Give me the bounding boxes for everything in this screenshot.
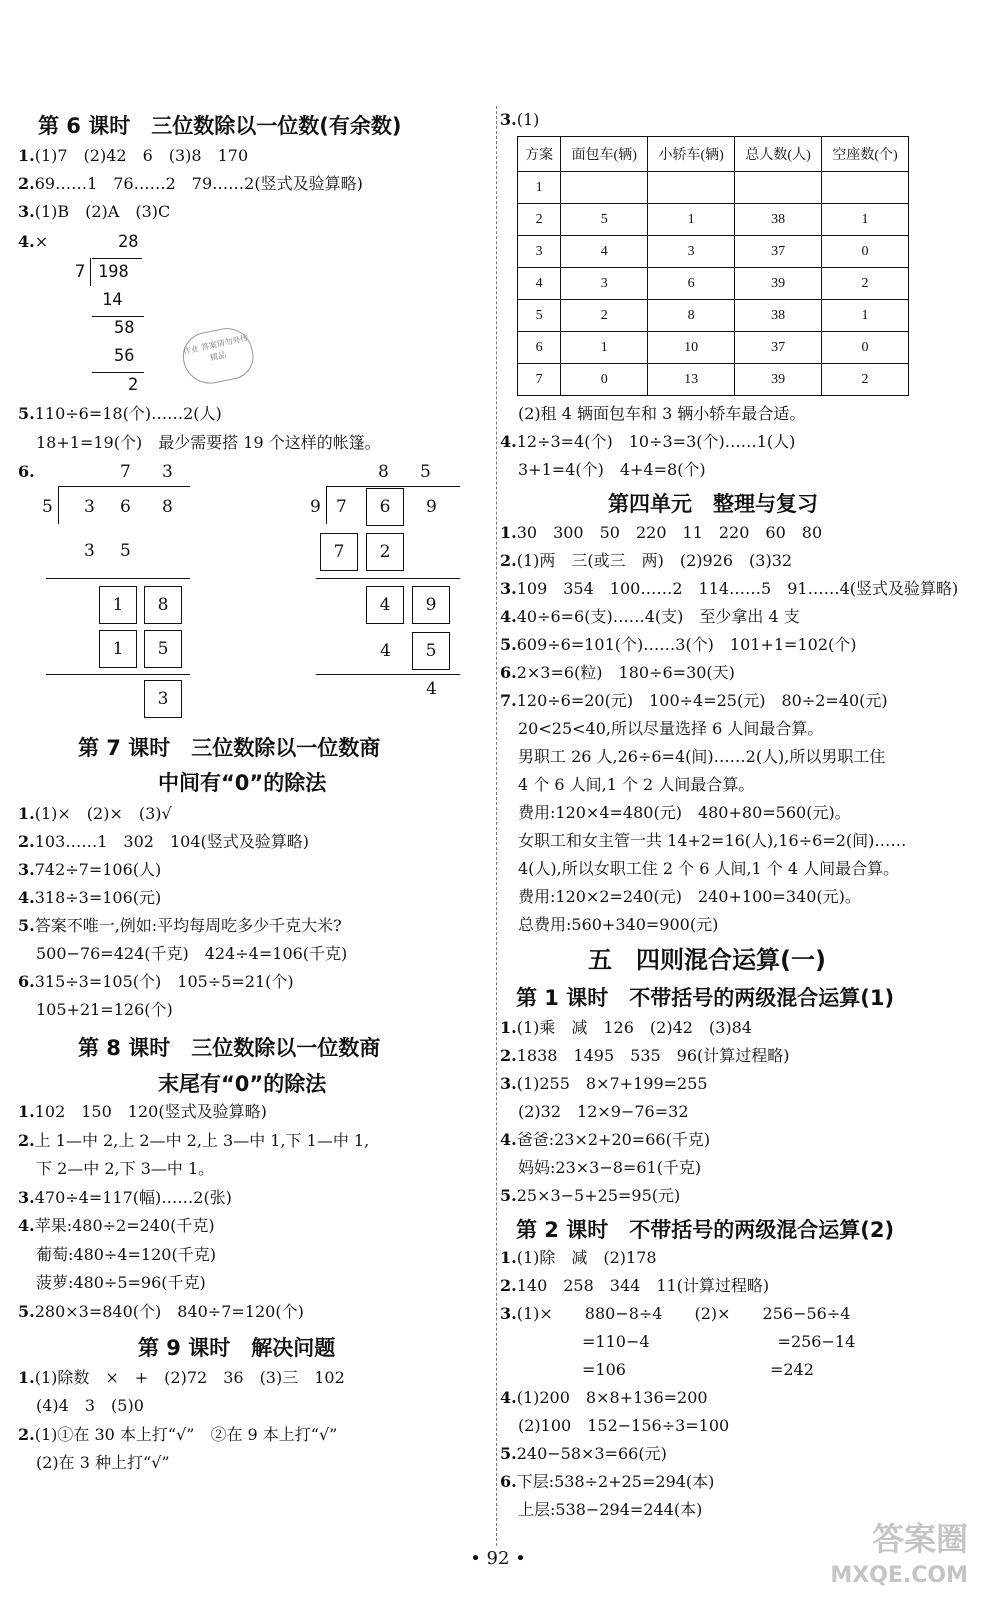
answer-box: 1	[99, 630, 137, 668]
answer-line: 4.40÷6=6(支)……4(支) 至少拿出 4 支	[500, 607, 800, 626]
answer-line: 2.上 1—中 2,上 2—中 2,上 3—中 1,下 1—中 1,	[18, 1131, 370, 1150]
answer-line: 男职工 26 人,26÷6=4(间)……2(人),所以男职工住	[518, 747, 886, 766]
table-row	[518, 268, 909, 300]
table-row	[518, 300, 909, 332]
answer-line: (2)租 4 辆面包车和 3 辆小轿车最合适。	[518, 404, 806, 423]
table-cell: 4	[561, 236, 648, 268]
table-cell: 2	[561, 300, 648, 332]
quotient-digit: 7	[120, 462, 131, 482]
table-cell	[648, 172, 735, 204]
table-row	[518, 332, 909, 364]
table-cell: 10	[648, 332, 735, 364]
answer-line: 6.	[18, 462, 35, 481]
answer-line: 葡萄:480÷4=120(千克)	[36, 1245, 216, 1264]
answer-box: 3	[144, 680, 182, 718]
table-cell: 3	[518, 236, 561, 268]
division-line	[92, 372, 144, 373]
answer-line: 4 个 6 人间,1 个 2 人间最合算。	[518, 775, 755, 794]
answer-line: 6.下层:538÷2+25=294(本)	[500, 1472, 715, 1491]
division-bracket	[326, 486, 327, 524]
page-number: • 92 •	[470, 1548, 526, 1569]
watermark-logo: 答案圈	[871, 1520, 968, 1558]
division-bar	[92, 258, 142, 259]
answer-line: 2.140 258 344 11(计算过程略)	[500, 1276, 770, 1295]
answer-line: 6.2×3=6(粒) 180÷6=30(天)	[500, 663, 735, 682]
table-cell: 2	[518, 204, 561, 236]
dividend-digit: 9	[426, 497, 437, 517]
table-cell: 7	[518, 364, 561, 396]
answer-line: 20<25<40,所以尽量选择 6 人间最合算。	[518, 719, 824, 738]
answer-box: 1	[99, 586, 137, 624]
answer-line: 3.742÷7=106(人)	[18, 860, 162, 879]
answer-line: 费用:120×2=240(元) 240+100=340(元)。	[518, 887, 861, 906]
stamp-seal: 作业 答案请勿外传 精品	[178, 323, 257, 388]
table-cell: 37	[735, 332, 822, 364]
answer-line: (2)在 3 种上打“√”	[36, 1453, 170, 1472]
heading-lesson-7-sub: 中间有“0”的除法	[158, 771, 327, 795]
answer-line: 3.109 354 100……2 114……5 91……4(竖式及验算略)	[500, 579, 959, 598]
answer-line: 2.1838 1495 535 96(计算过程略)	[500, 1046, 790, 1065]
table-header: 方案	[518, 137, 561, 172]
answer-line: 费用:120×4=480(元) 480+80=560(元)。	[518, 803, 851, 822]
table-cell: 3	[648, 236, 735, 268]
dividend-digit: 3	[84, 497, 95, 517]
answer-line: 4.苹果:480÷2=240(千克)	[18, 1216, 215, 1235]
answer-line: 105+21=126(个)	[36, 1000, 173, 1019]
answer-line: 总费用:560+340=900(元)	[518, 915, 719, 934]
table-header: 总人数(人)	[735, 137, 822, 172]
division-bracket	[58, 486, 59, 524]
answer-line: 6.315÷3=105(个) 105÷5=21(个)	[18, 972, 294, 991]
table-cell: 6	[648, 268, 735, 300]
answer-box: 4	[366, 586, 404, 624]
answer-line: 女职工和女主管一共 14+2=16(人),16÷6=2(间)……	[518, 831, 907, 850]
table-cell: 1	[561, 332, 648, 364]
answer-line: 4.(1)200 8×8+136=200	[500, 1388, 708, 1407]
answer-line: 5.答案不唯一,例如:平均每周吃多少千克大米?	[18, 916, 342, 935]
division-bar	[58, 486, 190, 487]
answer-line: 5.280×3=840(个) 840÷7=120(个)	[18, 1302, 304, 1321]
answer-line: (2)32 12×9−76=32	[518, 1102, 689, 1121]
heading-lesson-1: 第 1 课时 不带括号的两级混合运算(1)	[516, 986, 895, 1010]
division-bracket	[90, 258, 91, 286]
table-cell: 1	[822, 204, 909, 236]
answer-box: 9	[412, 586, 450, 624]
dividend: 198	[98, 262, 129, 282]
answer-line: 1.(1)除数 × + (2)72 36 (3)三 102	[18, 1368, 345, 1387]
heading-lesson-8: 第 8 课时 三位数除以一位数商	[78, 1036, 381, 1060]
divisor: 5	[42, 497, 53, 517]
answer-box: 8	[144, 586, 182, 624]
answer-line: 4.爸爸:23×2+20=66(千克)	[500, 1130, 711, 1149]
division-line	[316, 578, 460, 579]
answer-line: 4(人),所以女职工住 2 个 6 人间,1 个 4 人间最合算。	[518, 859, 900, 878]
answer-line: 3.(1)	[500, 110, 540, 129]
table-row	[518, 204, 909, 236]
answer-line: 下 2—中 2,下 3—中 1。	[36, 1159, 215, 1178]
division-line	[46, 578, 190, 579]
table-cell: 1	[518, 172, 561, 204]
heading-lesson-7: 第 7 课时 三位数除以一位数商	[78, 736, 381, 760]
answer-line: 3+1=4(个) 4+4=8(个)	[518, 460, 706, 479]
answer-line: 500−76=424(千克) 424÷4=106(千克)	[36, 944, 348, 963]
table-cell: 39	[735, 364, 822, 396]
answer-line: 1.102 150 120(竖式及验算略)	[18, 1102, 267, 1121]
answer-line: 5.110÷6=18(个)……2(人)	[18, 404, 222, 423]
answer-box: 2	[366, 533, 404, 571]
table-header: 面包车(辆)	[561, 137, 648, 172]
answer-line: (2)100 152−156÷3=100	[518, 1416, 730, 1435]
table-row	[518, 172, 909, 204]
table-row	[518, 236, 909, 268]
table-cell: 5	[561, 204, 648, 236]
heading-unit-4-review: 第四单元 整理与复习	[608, 492, 818, 516]
table-cell: 0	[561, 364, 648, 396]
subtrahend-2: 56	[114, 346, 135, 366]
division-line	[92, 316, 144, 317]
partial-remainder: 58	[114, 318, 135, 338]
answer-box: 7	[320, 533, 358, 571]
answer-line: 2.103……1 302 104(竖式及验算略)	[18, 832, 309, 851]
answer-line: 5.609÷6=101(个)……3(个) 101+1=102(个)	[500, 635, 857, 654]
table-cell: 1	[648, 204, 735, 236]
answer-line: 1.(1)7 (2)42 6 (3)8 170	[18, 146, 249, 165]
product-digit: 3	[84, 541, 95, 561]
heading-lesson-9: 第 9 课时 解决问题	[138, 1336, 336, 1360]
table-cell: 0	[822, 236, 909, 268]
answer-line: 1.(1)乘 减 126 (2)42 (3)84	[500, 1018, 752, 1037]
answer-line: (4)4 3 (5)0	[36, 1396, 144, 1415]
table-cell: 2	[822, 364, 909, 396]
answer-line: 5.25×3−5+25=95(元)	[500, 1186, 681, 1205]
table-cell	[735, 172, 822, 204]
answer-line: 1.(1)× (2)× (3)√	[18, 804, 172, 823]
answer-line: =106 =242	[518, 1360, 814, 1379]
product-digit: 4	[380, 641, 391, 661]
answer-line: 上层:538−294=244(本)	[518, 1500, 703, 1519]
heading-lesson-2: 第 2 课时 不带括号的两级混合运算(2)	[516, 1218, 895, 1242]
answer-line: 2.69……1 76……2 79……2(竖式及验算略)	[18, 174, 363, 193]
table-cell: 13	[648, 364, 735, 396]
table-row	[518, 364, 909, 396]
answer-box: 6	[366, 488, 404, 526]
divisor: 7	[75, 262, 86, 282]
answer-line: 菠萝:480÷5=96(千克)	[36, 1273, 206, 1292]
table-header: 空座数(个)	[822, 137, 909, 172]
answer-box: 5	[412, 632, 450, 670]
answer-line: 7.120÷6=20(元) 100÷4=25(元) 80÷2=40(元)	[500, 691, 888, 710]
dividend-digit: 8	[162, 497, 173, 517]
table-cell: 2	[822, 268, 909, 300]
divisor: 9	[310, 497, 321, 517]
table-cell: 6	[518, 332, 561, 364]
remainder: 4	[426, 679, 437, 699]
answer-line: 3.(1)B (2)A (3)C	[18, 202, 171, 221]
table-cell: 38	[735, 300, 822, 332]
dividend-digit: 6	[120, 497, 131, 517]
answer-line: 2.(1)①在 30 本上打“√” ②在 9 本上打“√”	[18, 1425, 338, 1444]
answer-line: 1.(1)除 减 (2)178	[500, 1248, 657, 1267]
quotient-digit: 8	[378, 462, 389, 482]
answer-line: 3.(1)255 8×7+199=255	[500, 1074, 708, 1093]
answer-line: 18+1=19(个) 最少需要搭 19 个这样的帐篷。	[36, 433, 381, 452]
table-cell	[561, 172, 648, 204]
subtrahend-1: 14	[102, 290, 123, 310]
table-cell: 8	[648, 300, 735, 332]
table-cell: 4	[518, 268, 561, 300]
product-digit: 5	[120, 541, 131, 561]
answer-line: 3.(1)× 880−8÷4 (2)× 256−56÷4	[500, 1304, 851, 1323]
table-cell: 0	[822, 332, 909, 364]
table-cell	[822, 172, 909, 204]
answer-line: 4.12÷3=4(个) 10÷3=3(个)……1(人)	[500, 432, 796, 451]
answer-line: 妈妈:23×3−8=61(千克)	[518, 1158, 702, 1177]
answer-line: 3.470÷4=117(幅)……2(张)	[18, 1188, 232, 1207]
table-cell: 39	[735, 268, 822, 300]
answer-line: 5.240−58×3=66(元)	[500, 1444, 667, 1463]
quotient-digit: 5	[420, 462, 431, 482]
answer-line: 2.(1)两 三(或三 两) (2)926 (3)32	[500, 551, 793, 570]
watermark-url: MXQE.COM	[830, 1563, 968, 1588]
table-header-row	[518, 137, 909, 172]
heading-lesson-8-sub: 末尾有“0”的除法	[158, 1072, 327, 1096]
heading-lesson-6: 第 6 课时 三位数除以一位数(有余数)	[38, 114, 402, 138]
division-bar	[326, 486, 460, 487]
division-line	[316, 674, 460, 675]
table-cell: 1	[822, 300, 909, 332]
table-cell: 37	[735, 236, 822, 268]
quotient-digit: 3	[162, 462, 173, 482]
division-line	[46, 674, 190, 675]
answer-line: 1.30 300 50 220 11 220 60 80	[500, 523, 823, 542]
table-cell: 5	[518, 300, 561, 332]
table-header: 小轿车(辆)	[648, 137, 735, 172]
table-cell: 38	[735, 204, 822, 236]
answer-line: =110−4 =256−14	[518, 1332, 856, 1351]
dividend-digit: 7	[336, 497, 347, 517]
answer-line: 4.318÷3=106(元)	[18, 888, 162, 907]
heading-unit-5: 五 四则混合运算(一)	[588, 946, 826, 974]
table-cell: 3	[561, 268, 648, 300]
quotient: 28	[118, 232, 139, 252]
column-divider	[496, 106, 497, 1546]
plan-table	[517, 136, 909, 396]
answer-box: 5	[144, 630, 182, 668]
remainder: 2	[128, 375, 139, 395]
answer-line: 4.×	[18, 232, 49, 251]
